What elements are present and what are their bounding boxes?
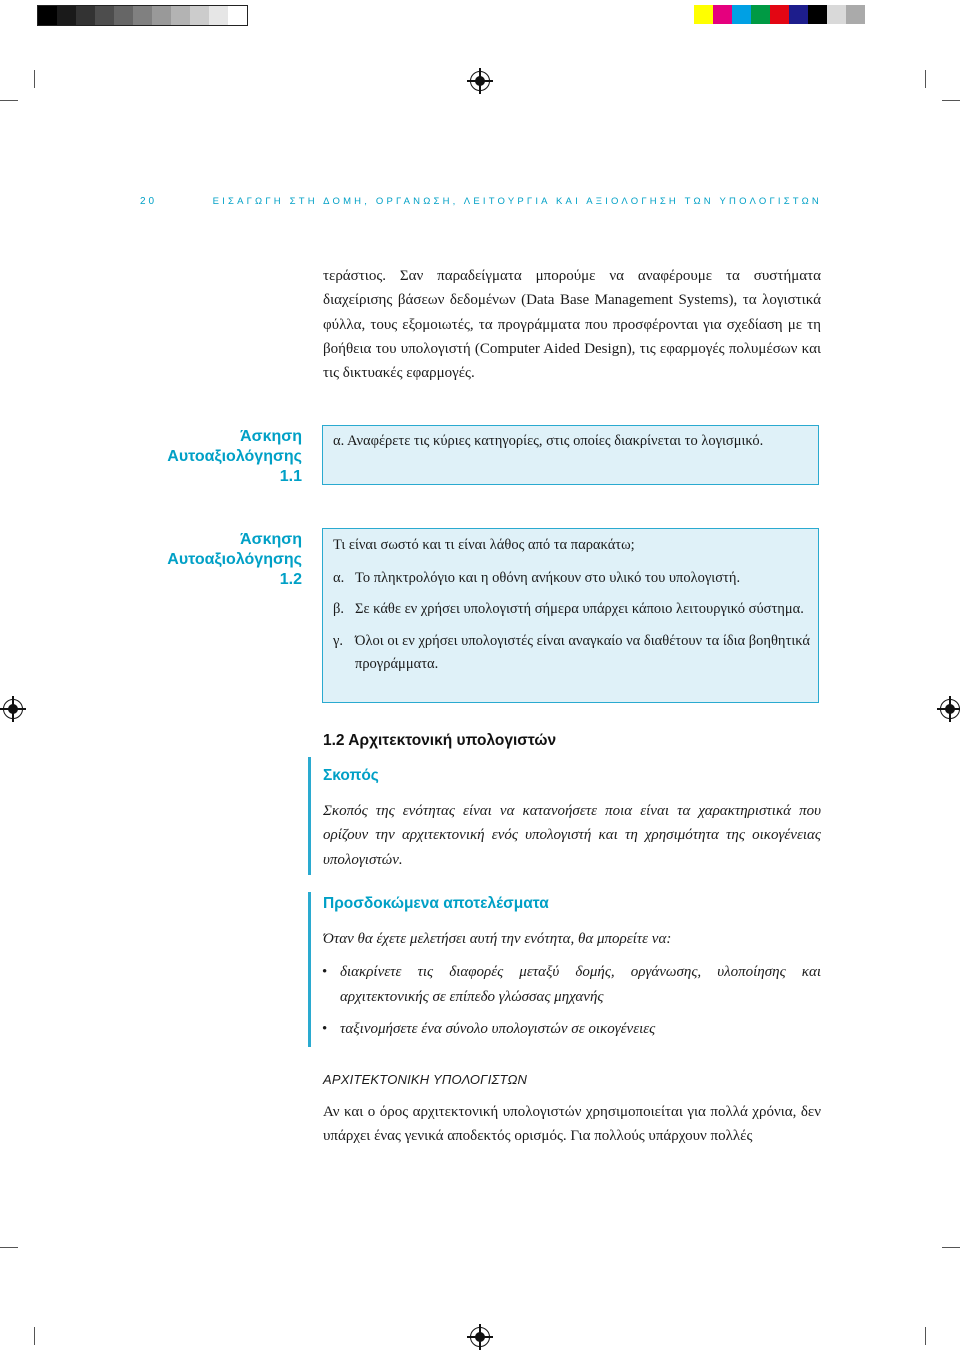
subsection-heading: ΑΡΧΙΤΕΚΤΟΝΙΚΗ ΥΠΟΛΟΓΙΣΤΩΝ xyxy=(323,1072,528,1087)
crop-mark xyxy=(34,1327,35,1345)
gray-swatch xyxy=(76,6,95,25)
page-number: 20 xyxy=(140,196,158,207)
exercise-number: 1.1 xyxy=(279,468,302,485)
item-marker: γ. xyxy=(333,632,344,649)
item-marker: α. xyxy=(333,569,345,586)
color-swatch xyxy=(713,5,732,24)
section-title xyxy=(323,732,556,750)
bullet-icon: • xyxy=(322,1021,328,1037)
gray-swatch xyxy=(57,6,76,25)
item-marker: β. xyxy=(333,601,345,617)
outcome-list-item xyxy=(322,1017,821,1042)
gray-swatch xyxy=(133,6,152,25)
outcome-text: ταξινομήσετε ένα σύνολο υπολογιστών σε οικογένειες xyxy=(340,1021,656,1037)
registration-crosshair-icon xyxy=(470,71,490,91)
exercise-2-item xyxy=(333,598,810,622)
outcomes-side-rule xyxy=(308,892,311,1047)
item-text: Το πληκτρολόγιο και η οθόνη ανήκουν στο υλικό του υπολογιστή. xyxy=(355,569,741,586)
exercise-label-line2: Αυτοαξιολόγησης xyxy=(167,551,302,568)
exercise-1-text: α. Αναφέρετε τις κύριες κατηγορίες, στις οποίες διακρίνεται το λογισμικό. xyxy=(333,433,764,449)
running-header: ΕΙΣΑΓΩΓΗ ΣΤΗ ΔΟΜΗ, ΟΡΓΑΝΩΣΗ, ΛΕΙΤΟΥΡΓΙΑ ΚΑΙ ΑΞΙΟΛΟΓΗΣΗ ΤΩΝ ΥΠΟΛΟΓΙΣΤΩΝ xyxy=(212,196,822,207)
exercise-1-box xyxy=(322,425,819,485)
registration-crosshair-icon xyxy=(940,699,960,719)
color-swatch xyxy=(694,5,713,24)
section-title-text: Αρχιτεκτονική υπολογιστών xyxy=(348,732,557,749)
registration-crosshair-icon xyxy=(470,1327,490,1347)
intro-paragraph: τεράστιος. Σαν παραδείγματα μπορούμε να αναφέρουμε τα συστήματα διαχείρισης βάσεων δεδομένων (Data Base Management Systems), τα λογιστικά φύλλα, τους εξομοιωτές, τα προγράμματα που προσφέρονται για σχεδίαση με τη βοήθεια του υπολογιστή (Computer Aided Design), τις εφαρμογές πολυμέσων και τις δικτυακές εφαρμογές. xyxy=(323,268,821,382)
gray-swatch xyxy=(209,6,228,25)
color-swatch xyxy=(846,5,865,24)
gray-swatch xyxy=(38,6,57,25)
exercise-number: 1.2 xyxy=(279,571,302,588)
crop-mark xyxy=(925,70,926,88)
outcomes-heading: Προσδοκώμενα αποτελέσματα xyxy=(323,895,549,912)
gray-swatch xyxy=(95,6,114,25)
gray-swatch xyxy=(190,6,209,25)
color-swatch xyxy=(827,5,846,24)
crop-mark xyxy=(942,100,960,101)
gray-swatch xyxy=(152,6,171,25)
crop-mark xyxy=(34,70,35,88)
color-swatch xyxy=(770,5,789,24)
outcome-list-item xyxy=(322,960,821,1009)
purpose-heading: Σκοπός xyxy=(323,767,379,784)
exercise-2-question: Τι είναι σωστό και τι είναι λάθος από τα παρακάτω; xyxy=(333,537,635,553)
exercise-label-line1: Άσκηση xyxy=(240,531,302,548)
exercise-label-line1: Άσκηση xyxy=(240,428,302,445)
purpose-side-rule xyxy=(308,757,311,875)
registration-crosshair-icon xyxy=(3,699,23,719)
outcomes-intro: Όταν θα έχετε μελετήσει αυτή την ενότητα, θα μπορείτε να: xyxy=(323,931,672,947)
bullet-icon: • xyxy=(322,964,328,980)
color-swatch xyxy=(732,5,751,24)
crop-mark xyxy=(0,100,18,101)
crop-mark xyxy=(0,1247,18,1248)
crop-mark xyxy=(942,1247,960,1248)
exercise-2-item xyxy=(333,630,810,677)
color-registration-bar xyxy=(694,5,865,24)
section-number: 1.2 xyxy=(323,732,345,749)
exercise-label-line2: Αυτοαξιολόγησης xyxy=(167,448,302,465)
gray-swatch xyxy=(171,6,190,25)
color-swatch xyxy=(808,5,827,24)
item-text: Σε κάθε εν χρήσει υπολογιστή σήμερα υπάρχει κάποιο λειτουργικό σύστημα. xyxy=(355,601,804,617)
color-swatch xyxy=(789,5,808,24)
gray-swatch xyxy=(114,6,133,25)
color-swatch xyxy=(751,5,770,24)
gray-swatch xyxy=(228,6,247,25)
final-paragraph: Αν και ο όρος αρχιτεκτονική υπολογιστών χρησιμοποιείται για πολλά χρόνια, δεν υπάρχει ένας γενικά αποδεκτός ορισμός. Για πολλούς υπάρχουν πολλές xyxy=(323,1104,821,1145)
exercise-1-label xyxy=(102,427,302,487)
item-text: Όλοι οι εν χρήσει υπολογιστές είναι αναγκαίο να διαθέτουν τα ίδια βοηθητικά προγράμματα. xyxy=(355,632,810,672)
purpose-text: Σκοπός της ενότητας είναι να κατανοήσετε ποια είναι τα χαρακτηριστικά που ορίζουν την αρχιτεκτονική ενός υπολογιστή και τη χρησιμότητα της οικογένειας υπολογιστών. xyxy=(323,803,821,868)
exercise-2-box xyxy=(322,528,819,703)
exercise-2-label xyxy=(102,530,302,590)
grayscale-registration-bar xyxy=(37,5,248,26)
outcome-text: διακρίνετε τις διαφορές μεταξύ δομής, οργάνωσης, υλοποίησης και αρχιτεκτονικής σε επίπεδο γλώσσας μηχανής xyxy=(340,964,821,1005)
crop-mark xyxy=(925,1327,926,1345)
exercise-2-item xyxy=(333,567,810,591)
